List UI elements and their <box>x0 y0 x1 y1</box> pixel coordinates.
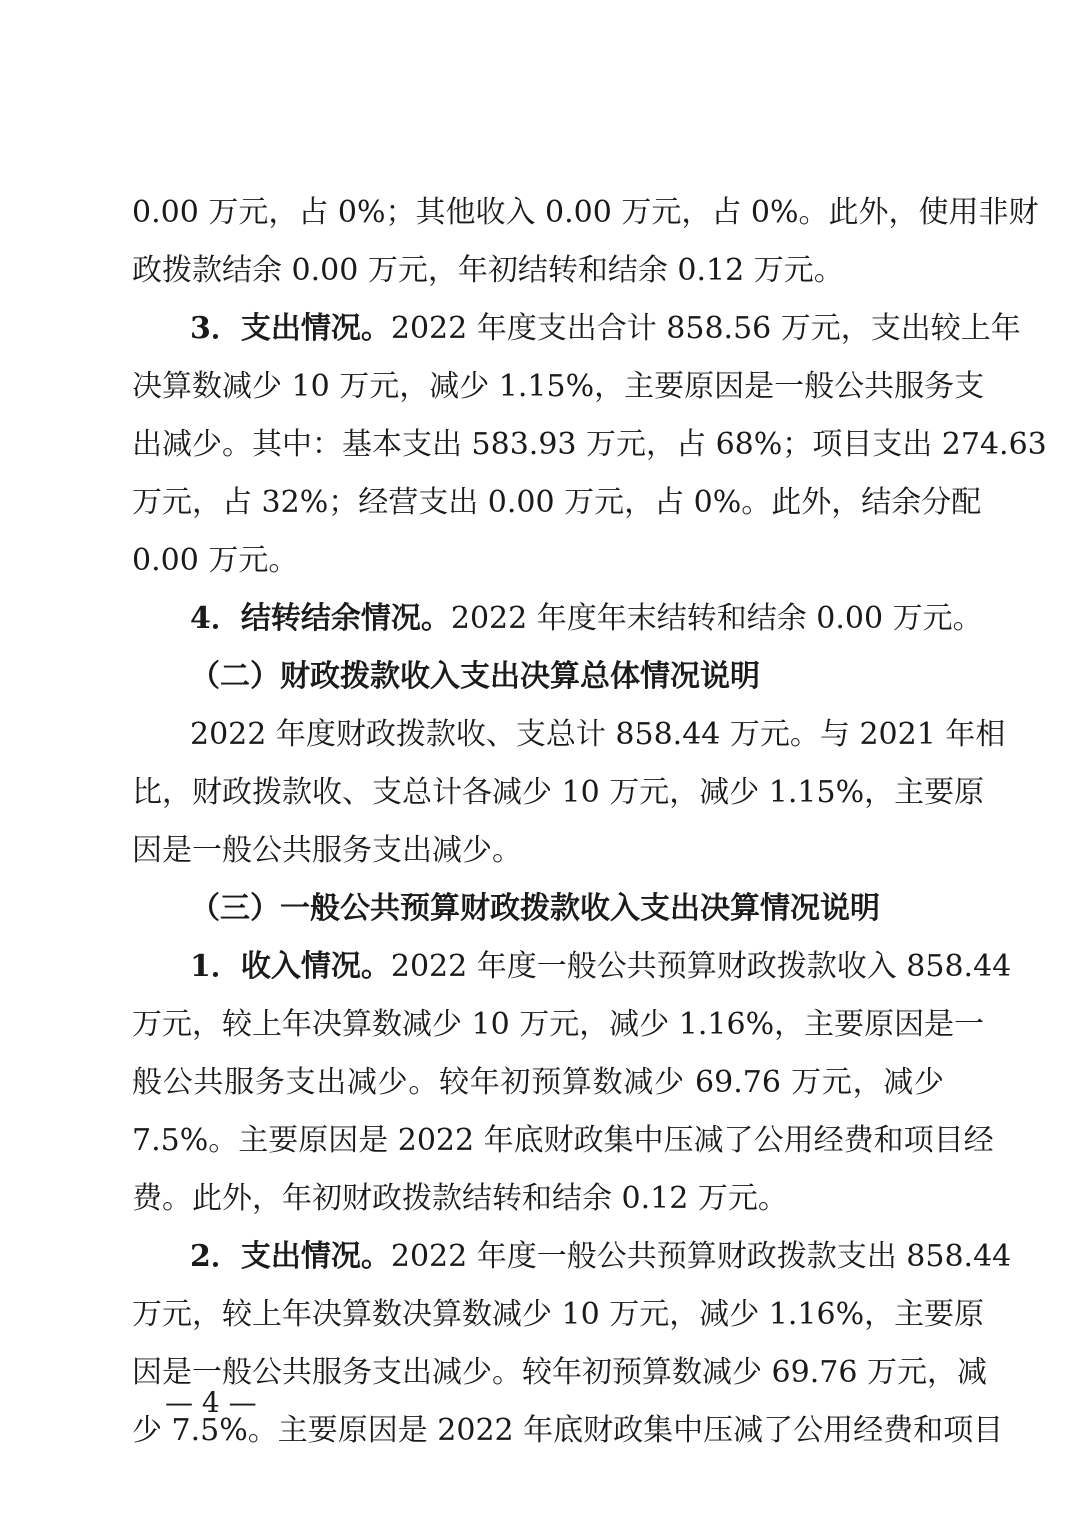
paragraph-line: 因是一般公共服务支出减少。 <box>132 833 522 868</box>
paragraph-line <box>132 1228 1012 1286</box>
page-number: — 4 — <box>165 1386 257 1419</box>
paragraph-line: 般公共服务支出减少。较年初预算数减少 69.76 万元，减少 <box>132 1065 944 1100</box>
paragraph-text: 2022 年度年末结转和结余 0.00 万元。 <box>450 601 983 636</box>
section-label: 2．支出情况。 <box>190 1239 391 1274</box>
paragraph-text: 2022 年度一般公共预算财政拨款支出 858.44 <box>390 1239 1012 1274</box>
paragraph-text: 2022 年度支出合计 858.56 万元，支出较上年 <box>390 311 1021 346</box>
section-label: 1．收入情况。 <box>190 949 391 984</box>
paragraph-line: 0.00 万元，占 0%；其他收入 0.00 万元，占 0%。此外，使用非财 <box>132 195 1039 230</box>
paragraph-line <box>132 300 1021 358</box>
document-body <box>132 184 1047 1460</box>
paragraph-line: 2022 年度财政拨款收、支总计 858.44 万元。与 2021 年相 <box>190 717 1006 752</box>
paragraph-line: 万元，较上年决算数减少 10 万元，减少 1.16%，主要原因是一 <box>132 1007 985 1042</box>
section-heading: （三）一般公共预算财政拨款收入支出决算情况说明 <box>190 891 880 926</box>
paragraph-line: 比，财政拨款收、支总计各减少 10 万元，减少 1.15%，主要原 <box>132 775 985 810</box>
paragraph-line: 0.00 万元。 <box>132 543 299 578</box>
paragraph-line: 因是一般公共服务支出减少。较年初预算数减少 69.76 万元，减 <box>132 1355 987 1390</box>
paragraph-line: 万元，较上年决算数决算数减少 10 万元，减少 1.16%，主要原 <box>132 1297 985 1332</box>
section-label: 4．结转结余情况。 <box>190 601 451 636</box>
paragraph-line: 出减少。其中：基本支出 583.93 万元，占 68%；项目支出 274.63 <box>132 427 1047 462</box>
paragraph-line <box>132 590 983 648</box>
paragraph-text: 2022 年度一般公共预算财政拨款收入 858.44 <box>390 949 1012 984</box>
section-heading: （二）财政拨款收入支出决算总体情况说明 <box>190 659 760 694</box>
section-label: 3．支出情况。 <box>190 311 391 346</box>
paragraph-line: 决算数减少 10 万元，减少 1.15%，主要原因是一般公共服务支 <box>132 369 985 404</box>
paragraph-line: 7.5%。主要原因是 2022 年底财政集中压减了公用经费和项目经 <box>132 1123 994 1158</box>
paragraph-line: 费。此外，年初财政拨款结转和结余 0.12 万元。 <box>132 1181 788 1216</box>
paragraph-line <box>132 938 1012 996</box>
paragraph-line: 政拨款结余 0.00 万元，年初结转和结余 0.12 万元。 <box>132 253 844 288</box>
paragraph-line: 万元，占 32%；经营支出 0.00 万元，占 0%。此外，结余分配 <box>132 485 982 520</box>
paragraph-line: 少 7.5%。主要原因是 2022 年底财政集中压减了公用经费和项目 <box>132 1413 1004 1448</box>
